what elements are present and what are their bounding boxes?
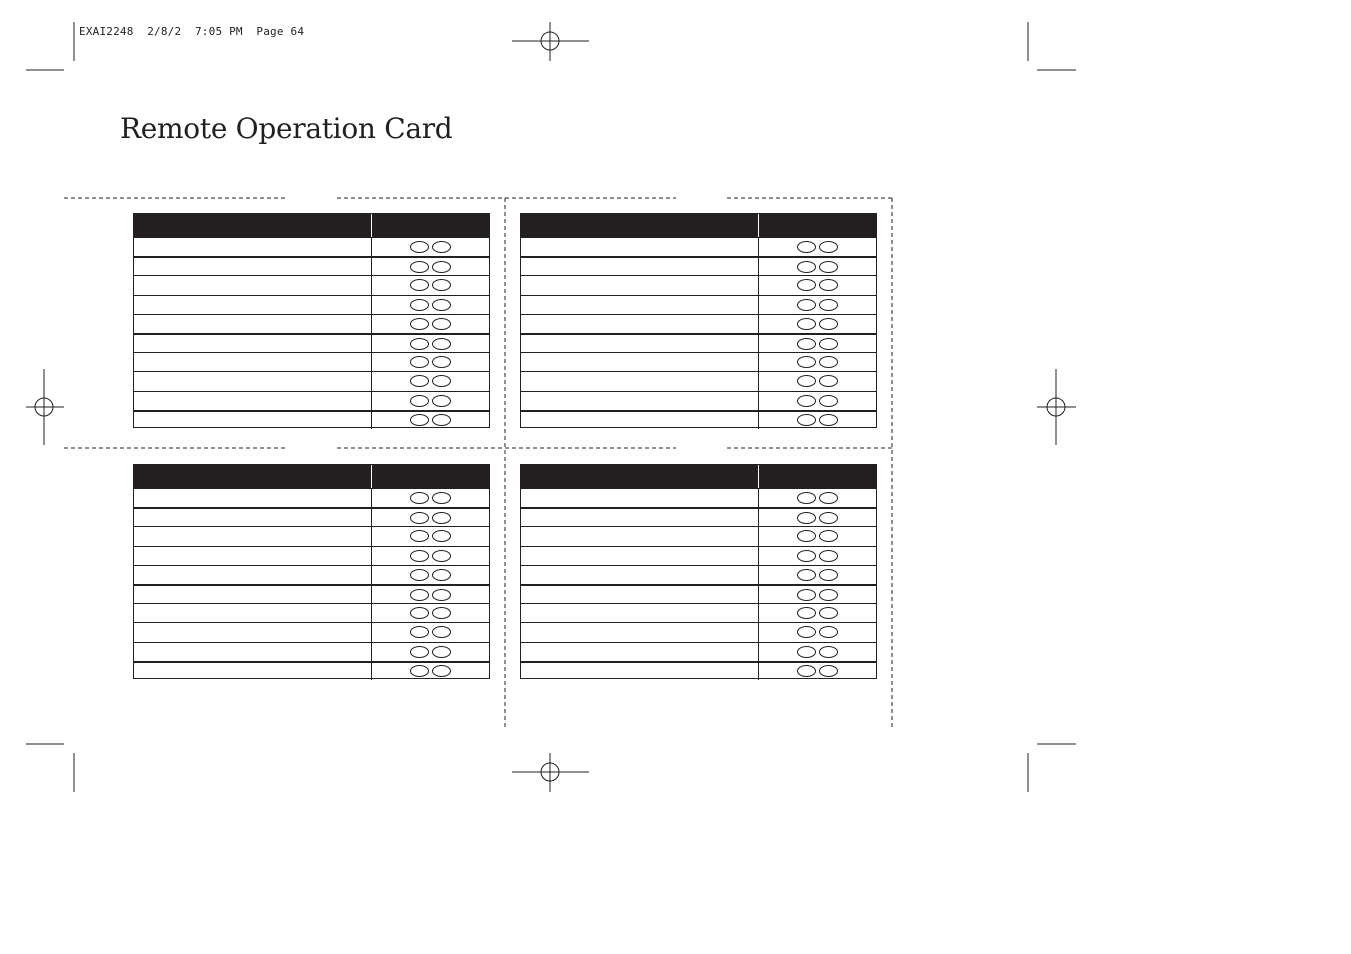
code-oval	[819, 261, 838, 273]
function-write-in-field	[134, 276, 372, 294]
code-oval	[410, 589, 429, 601]
code-cell	[372, 643, 489, 661]
code-oval	[410, 356, 429, 368]
function-write-in-field	[521, 353, 759, 371]
code-cell	[759, 392, 876, 410]
code-oval	[819, 550, 838, 562]
code-oval	[432, 395, 451, 407]
code-oval	[432, 626, 451, 638]
code-oval	[410, 375, 429, 387]
code-cell	[759, 509, 876, 526]
card-row	[134, 256, 489, 275]
code-oval	[432, 607, 451, 619]
code-oval	[797, 395, 816, 407]
code-oval	[819, 589, 838, 601]
code-cell	[372, 392, 489, 410]
function-write-in-field	[134, 296, 372, 314]
card-header-function	[521, 465, 759, 488]
code-oval	[819, 512, 838, 524]
function-write-in-field	[521, 412, 759, 429]
code-oval	[432, 356, 451, 368]
code-oval	[410, 665, 429, 677]
code-cell	[759, 663, 876, 680]
card-row	[521, 603, 876, 622]
code-oval	[819, 414, 838, 426]
function-write-in-field	[134, 315, 372, 333]
code-cell	[372, 353, 489, 371]
code-oval	[432, 299, 451, 311]
code-oval	[432, 241, 451, 253]
card-row	[134, 275, 489, 294]
code-oval	[797, 530, 816, 542]
card-row	[134, 410, 489, 429]
code-oval	[819, 569, 838, 581]
code-cell	[759, 566, 876, 584]
code-cell	[372, 296, 489, 314]
code-oval	[410, 569, 429, 581]
card-header	[134, 214, 489, 237]
code-oval	[410, 492, 429, 504]
function-write-in-field	[134, 663, 372, 680]
card-row	[134, 526, 489, 545]
card-row	[134, 333, 489, 352]
card-row	[134, 584, 489, 603]
code-oval	[797, 299, 816, 311]
registration-mark-bottom	[512, 753, 589, 792]
code-oval	[432, 338, 451, 350]
card-row	[134, 391, 489, 410]
code-oval	[410, 261, 429, 273]
code-cell	[372, 566, 489, 584]
code-oval	[410, 550, 429, 562]
code-cell	[759, 547, 876, 565]
function-write-in-field	[134, 547, 372, 565]
code-oval	[797, 261, 816, 273]
card-row	[134, 546, 489, 565]
code-oval	[797, 626, 816, 638]
card-row	[134, 507, 489, 526]
code-cell	[759, 623, 876, 641]
card-row	[521, 275, 876, 294]
function-write-in-field	[134, 489, 372, 507]
function-write-in-field	[521, 335, 759, 352]
function-write-in-field	[521, 258, 759, 275]
remote-card-bottom-right	[520, 464, 877, 679]
code-oval	[819, 492, 838, 504]
code-cell	[759, 489, 876, 507]
code-oval	[797, 338, 816, 350]
code-oval	[797, 665, 816, 677]
print-slug-line: EXAI2248 2/8/2 7:05 PM Page 64	[79, 25, 305, 38]
code-cell	[759, 643, 876, 661]
card-header-function	[134, 214, 372, 237]
remote-card-top-right	[520, 213, 877, 428]
code-oval	[797, 550, 816, 562]
card-row	[134, 603, 489, 622]
card-row	[521, 642, 876, 661]
code-cell	[372, 372, 489, 390]
card-row	[134, 237, 489, 256]
code-oval	[432, 261, 451, 273]
card-row	[521, 314, 876, 333]
card-row	[134, 352, 489, 371]
code-cell	[759, 353, 876, 371]
card-row	[521, 661, 876, 680]
code-oval	[410, 338, 429, 350]
function-write-in-field	[521, 663, 759, 680]
code-oval	[819, 626, 838, 638]
code-oval	[819, 279, 838, 291]
remote-card-top-left	[133, 213, 490, 428]
code-oval	[797, 607, 816, 619]
code-oval	[410, 318, 429, 330]
function-write-in-field	[134, 238, 372, 256]
function-write-in-field	[521, 372, 759, 390]
card-row	[521, 565, 876, 584]
card-header	[521, 214, 876, 237]
code-cell	[759, 238, 876, 256]
code-cell	[372, 604, 489, 622]
code-oval	[410, 279, 429, 291]
code-cell	[759, 586, 876, 603]
card-row	[521, 410, 876, 429]
remote-card-bottom-left	[133, 464, 490, 679]
card-header-code	[372, 214, 489, 237]
code-oval	[432, 512, 451, 524]
card-row	[134, 488, 489, 507]
card-header-code	[372, 465, 489, 488]
card-header-function	[134, 465, 372, 488]
code-cell	[372, 623, 489, 641]
card-row	[134, 314, 489, 333]
code-oval	[432, 414, 451, 426]
code-oval	[819, 356, 838, 368]
code-oval	[819, 395, 838, 407]
code-oval	[432, 492, 451, 504]
code-oval	[797, 241, 816, 253]
code-oval	[410, 512, 429, 524]
function-write-in-field	[521, 527, 759, 545]
card-row	[521, 507, 876, 526]
code-oval	[797, 589, 816, 601]
card-header	[521, 465, 876, 488]
code-oval	[797, 375, 816, 387]
registration-mark-left	[26, 369, 64, 445]
code-cell	[372, 335, 489, 352]
code-cell	[372, 276, 489, 294]
card-header	[134, 465, 489, 488]
code-cell	[372, 527, 489, 545]
code-cell	[372, 547, 489, 565]
function-write-in-field	[521, 547, 759, 565]
code-oval	[797, 646, 816, 658]
card-row	[521, 622, 876, 641]
function-write-in-field	[521, 623, 759, 641]
code-cell	[759, 315, 876, 333]
function-write-in-field	[134, 412, 372, 429]
card-header-code	[759, 214, 876, 237]
card-header-code	[759, 465, 876, 488]
code-oval	[410, 626, 429, 638]
card-header-function	[521, 214, 759, 237]
code-oval	[797, 356, 816, 368]
code-oval	[819, 530, 838, 542]
code-oval	[819, 241, 838, 253]
code-oval	[819, 318, 838, 330]
function-write-in-field	[521, 643, 759, 661]
code-oval	[410, 241, 429, 253]
code-cell	[372, 489, 489, 507]
function-write-in-field	[134, 623, 372, 641]
code-oval	[819, 375, 838, 387]
registration-mark-top	[512, 22, 589, 61]
code-oval	[819, 665, 838, 677]
page-title: Remote Operation Card	[120, 112, 453, 145]
card-row	[521, 488, 876, 507]
function-write-in-field	[521, 276, 759, 294]
function-write-in-field	[521, 509, 759, 526]
code-cell	[759, 527, 876, 545]
code-oval	[432, 665, 451, 677]
card-row	[134, 622, 489, 641]
function-write-in-field	[134, 372, 372, 390]
card-row	[521, 371, 876, 390]
code-oval	[410, 530, 429, 542]
card-row	[134, 371, 489, 390]
code-oval	[819, 299, 838, 311]
registration-mark-right	[1037, 369, 1076, 445]
code-cell	[372, 663, 489, 680]
code-cell	[372, 586, 489, 603]
card-row	[521, 237, 876, 256]
card-row	[134, 565, 489, 584]
code-oval	[797, 512, 816, 524]
code-oval	[410, 607, 429, 619]
code-cell	[759, 412, 876, 429]
function-write-in-field	[134, 586, 372, 603]
card-row	[521, 333, 876, 352]
code-oval	[797, 414, 816, 426]
card-row	[134, 661, 489, 680]
code-cell	[372, 412, 489, 429]
function-write-in-field	[134, 392, 372, 410]
function-write-in-field	[134, 258, 372, 275]
card-row	[521, 391, 876, 410]
code-cell	[759, 258, 876, 275]
function-write-in-field	[521, 238, 759, 256]
function-write-in-field	[134, 353, 372, 371]
card-row	[134, 642, 489, 661]
code-oval	[432, 646, 451, 658]
code-oval	[819, 338, 838, 350]
code-oval	[797, 492, 816, 504]
function-write-in-field	[134, 527, 372, 545]
card-row	[521, 256, 876, 275]
card-row	[521, 526, 876, 545]
code-cell	[372, 238, 489, 256]
code-oval	[797, 318, 816, 330]
function-write-in-field	[134, 509, 372, 526]
code-oval	[432, 530, 451, 542]
code-oval	[410, 414, 429, 426]
code-oval	[819, 646, 838, 658]
code-cell	[759, 372, 876, 390]
card-row	[134, 295, 489, 314]
code-oval	[797, 569, 816, 581]
card-row	[521, 295, 876, 314]
code-cell	[759, 604, 876, 622]
card-row	[521, 546, 876, 565]
function-write-in-field	[521, 586, 759, 603]
code-cell	[372, 258, 489, 275]
code-cell	[372, 315, 489, 333]
code-oval	[410, 299, 429, 311]
code-cell	[759, 276, 876, 294]
function-write-in-field	[521, 296, 759, 314]
code-oval	[432, 589, 451, 601]
function-write-in-field	[521, 489, 759, 507]
code-cell	[759, 335, 876, 352]
code-oval	[432, 569, 451, 581]
card-row	[521, 584, 876, 603]
code-cell	[759, 296, 876, 314]
code-oval	[432, 279, 451, 291]
code-oval	[819, 607, 838, 619]
function-write-in-field	[134, 643, 372, 661]
function-write-in-field	[521, 315, 759, 333]
function-write-in-field	[521, 604, 759, 622]
code-oval	[410, 646, 429, 658]
code-oval	[432, 375, 451, 387]
code-oval	[432, 550, 451, 562]
card-row	[521, 352, 876, 371]
code-oval	[797, 279, 816, 291]
function-write-in-field	[134, 335, 372, 352]
function-write-in-field	[521, 392, 759, 410]
function-write-in-field	[521, 566, 759, 584]
function-write-in-field	[134, 604, 372, 622]
code-cell	[372, 509, 489, 526]
code-oval	[432, 318, 451, 330]
function-write-in-field	[134, 566, 372, 584]
code-oval	[410, 395, 429, 407]
